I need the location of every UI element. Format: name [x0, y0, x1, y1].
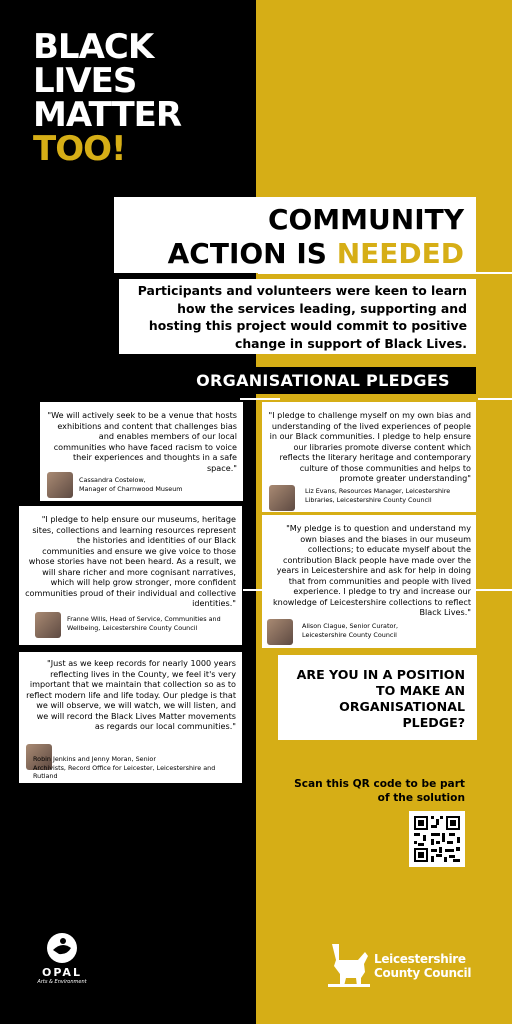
fox-crest-icon: [328, 942, 370, 988]
pledge-role: Leicestershire County Council: [302, 630, 397, 639]
pledge-role: Archivists, Record Office for Leicester, Leicestershire and Rutland: [33, 763, 216, 781]
leicestershire-county-council-logo: [328, 942, 480, 990]
council-name-line-1: Leicestershire: [374, 952, 466, 966]
avatar: [267, 619, 293, 645]
pledge-attribution: [79, 476, 239, 493]
connector-rule-2: [478, 398, 512, 400]
headline-line-2-part-1: ACTION IS: [167, 237, 327, 270]
pledge-name: Franne Wills, Head of Service, Communities and: [67, 615, 221, 623]
qr-caption: Scan this QR code to be part of the solution: [294, 778, 465, 804]
headline-box: [114, 197, 476, 273]
yellow-background-panel: [256, 0, 512, 1024]
opal-logo: [36, 933, 88, 985]
pledge-attribution: [33, 755, 223, 781]
headline-line-1: COMMUNITY: [267, 203, 464, 236]
pledge-name: Alison Clague, Senior Curator,: [302, 622, 399, 630]
pledge-card-alison: [262, 515, 476, 648]
avatar: [35, 612, 61, 638]
avatar: [47, 472, 73, 498]
council-name: [374, 952, 471, 980]
pledge-name: Cassandra Costelow,: [79, 476, 146, 484]
title-line-2: LIVES: [33, 61, 137, 101]
qr-code-icon: [409, 811, 465, 867]
pledge-attribution: [302, 622, 472, 639]
council-name-line-2: County Council: [374, 966, 472, 980]
pledge-quote: "I pledge to help ensure our museums, heritage sites, collections and learning resources represent the histories and identities of our Black communities and ensure we give voice to those whose stories have not been heard. As a result, we will share richer and more cognisant narratives, which will help grow stronger, more confident communities proud of their individual and collective identities.": [25, 514, 236, 608]
pledge-attribution: [305, 487, 473, 504]
pledge-quote: "We will actively seek to be a venue that hosts exhibitions and content that challenges bias and enables members of our local communities who have faced racism to voice their experiences and thoughts in a safe space.": [47, 410, 237, 473]
title-line-4: TOO!: [33, 129, 126, 169]
pledge-role: Manager of Charnwood Museum: [79, 484, 183, 493]
pledge-name: Robin Jenkins and Jenny Moran, Senior: [33, 755, 156, 763]
call-to-action: ARE YOU IN A POSITION TO MAKE AN ORGANISATIONAL PLEDGE?: [278, 655, 477, 740]
poster-title: [33, 27, 182, 169]
avatar: [269, 485, 295, 511]
connector-rule-1: [240, 398, 280, 400]
title-line-3: MATTER: [33, 95, 182, 135]
pledge-quote: "My pledge is to question and understand my own biases and the biases in our museum collections; to educate myself about the contribution Black people have made over the years in Leicestershire and ask for help in doing that from communities and people with lived experience. I pledge to try and increase our knowledge of Leicestershire collections to reflect Black Lives.": [273, 523, 471, 617]
pledge-attribution: [67, 615, 239, 632]
title-line-1: BLACK: [33, 27, 154, 67]
pledges-heading: ORGANISATIONAL PLEDGES: [170, 367, 476, 394]
pledge-quote: "I pledge to challenge myself on my own bias and understanding of the lived experiences of people in our Black communities. I pledge to help ensure our libraries promote diverse content which reflects the literary heritage and contemporary culture of those communities and helps to promote greater understanding": [268, 410, 471, 483]
pledge-card-robin-jenny: [19, 652, 242, 783]
intro-paragraph: Participants and volunteers were keen to learn how the services leading, supporting and hosting this project would commit to positive change in support of Black Lives.: [119, 279, 476, 354]
headline-line-2: [114, 237, 464, 271]
pledge-quote: "Just as we keep records for nearly 1000 years reflecting lives in the County, we feel it's very important that we maintain that collection so as to reflect modern life and life today. Our pledge is that we will observe, we will watch, we will listen, and we will record the Black Lives Matter movements as regards our local communities.": [26, 658, 236, 731]
qr-code[interactable]: [409, 811, 465, 867]
opal-subtitle: Arts & Environment: [37, 979, 87, 985]
pledge-name: Liz Evans, Resources Manager, Leicestershire: [305, 487, 451, 495]
pledge-card-liz: [262, 402, 476, 512]
pledge-card-cassandra: [40, 402, 243, 501]
pledge-card-franne: [19, 506, 242, 645]
pledge-role: Libraries, Leicestershire County Council: [305, 495, 432, 504]
headline-line-2-highlight: NEEDED: [336, 237, 464, 270]
pledge-role: Wellbeing, Leicestershire County Council: [67, 623, 198, 632]
opal-emblem-icon: [47, 933, 77, 963]
opal-name: OPAL: [42, 966, 82, 979]
